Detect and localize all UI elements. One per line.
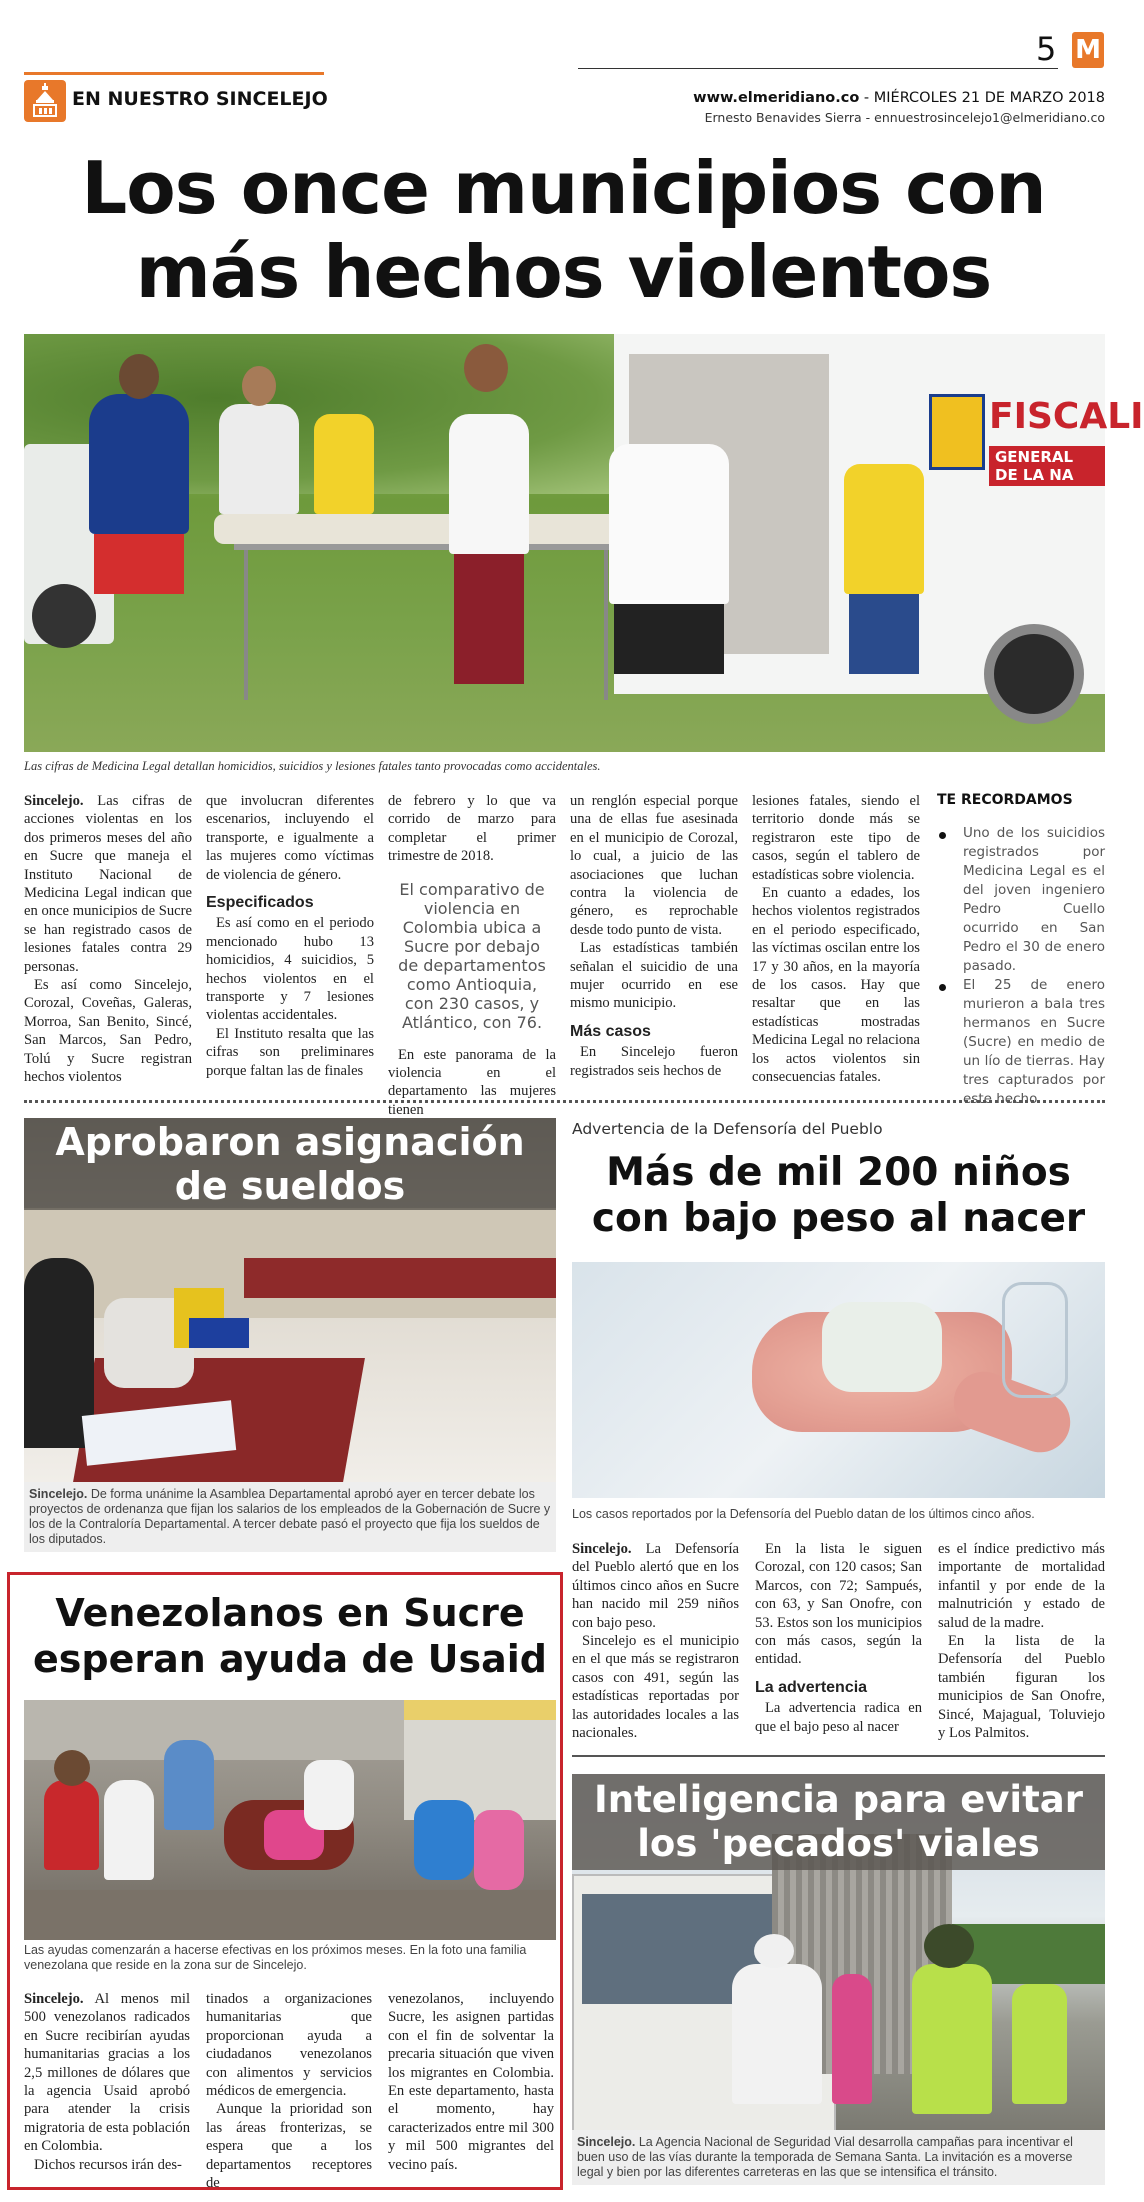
children-headline — [572, 1150, 1105, 1242]
road-caption: Sincelejo. La Agencia Nacional de Seguridad Vial desarrolla campañas para incentivar el buen uso de las vías durante la temporada de Semana Santa. La invitación es a moverse legal y bien por las diferentes carreteras en las que se intensifica el tránsito. — [572, 2130, 1105, 2185]
section-title: EN NUESTRO SINCELEJO — [72, 88, 328, 110]
main-col-3: de febrero y lo que va corrido de marzo para completar el primer trimestre de 2018. El comparativo de violencia en Colombia ubica a Sucre por debajo de departamentos como Antioquia, con 230 casos, y Atlántico, con 76. En este panorama de la violencia en el departamento las mujeres tienen — [388, 793, 556, 1118]
site-url[interactable]: www.elmeridiano.co — [693, 90, 860, 106]
main-headline — [0, 146, 1127, 314]
sidebar-bullet-2 — [939, 984, 946, 991]
road-headline-line2: los 'pecados' viales — [637, 1822, 1040, 1865]
logo-letter: M — [1075, 35, 1101, 65]
dotted-divider — [24, 1100, 1105, 1103]
road-headline — [572, 1778, 1105, 1866]
main-headline-line1: Los once municipios con — [81, 146, 1046, 230]
venezuelans-col-1: Sincelejo. Al menos mil 500 venezolanos radicados en Sucre recibirían ayudas humanitarias gracias a los 2,5 millones de dólares que la agencia Usaid aprobó para atender la crisis migratoria de esta población en Colombia. Dichos recursos irán des- — [24, 1991, 190, 2173]
venezuelans-col-2: tinados a organizaciones humanitarias que proporcionan ayuda a ciudadanos venezolanos con alimentos y servicios médicos de emergencia. Aunque la prioridad son las áreas fronterizas, se espera que a los departamentos receptores de — [206, 1991, 372, 2192]
children-col-2: En la lista le siguen Corozal, con 120 casos; San Marcos, con 72; Sampués, con 63, y San Onofre, con 53. Estos son los municipios con más casos, según la entidad. La advertencia La advertencia radica en que el bajo peso al nacer — [755, 1541, 922, 1735]
section-icon — [24, 80, 66, 122]
main-photo — [24, 334, 1144, 752]
byline: Ernesto Benavides Sierra - ennuestrosincelejo1@elmeridiano.co — [704, 110, 1105, 125]
page-header — [0, 0, 1127, 130]
main-dateline: Sincelejo. — [24, 793, 84, 809]
subhead-mas-casos: Más casos — [570, 1022, 651, 1040]
main-col-4: un renglón especial porque una de ellas fue asesinada en el municipio de Corozal, lo cual, a juicio de las asociaciones que luchan contra la violencia de género, es reprochable desde todo punto de vista. Las estadísticas también señalan el suicidio de una mujer ocurrido en ese mismo municipio. Más casos En Sincelejo fueron registrados seis hechos de — [570, 793, 738, 1079]
sidebar-item-1: Uno de los suicidios registrados por Medicina Legal es el del joven ingeniero Pedro Cuello ocurrido en San Pedro el 30 de enero pasado. — [963, 825, 1105, 974]
children-headline-line1: Más de mil 200 niños — [606, 1150, 1071, 1195]
children-kicker: Advertencia de la Defensoría del Pueblo — [572, 1120, 883, 1138]
salaries-headline-line1: Aprobaron asignación — [55, 1120, 525, 1164]
page-number: 5 — [1036, 30, 1057, 68]
main-headline-line2: más hechos violentos — [135, 230, 992, 314]
header-rule — [578, 68, 1058, 69]
masthead-line — [693, 90, 1105, 106]
venezuelans-headline-line2: esperan ayuda de Usaid — [33, 1637, 547, 1681]
subhead-la-advertencia: La advertencia — [755, 1678, 868, 1696]
photo-sign: FISCALI — [989, 396, 1144, 437]
venezuelans-caption: Las ayudas comenzarán a hacerse efectivas en los próximos meses. En la foto una familia venezolana que reside en la zona sur de Sincelejo. — [24, 1943, 527, 1972]
church-icon — [24, 80, 66, 122]
venezuelans-photo — [24, 1700, 556, 1940]
salaries-caption: Sincelejo. De forma unánime la Asamblea Departamental aprobó ayer en tercer debate los proyectos de ordenanza que fijan los salarios de los empleados de la Gobernación de Sucre y los de la Contraloría Departamental. A tercer debate pasó el proyecto que fija los sueldos de los diputados. — [24, 1482, 556, 1552]
children-headline-line2: con bajo peso al nacer — [591, 1196, 1086, 1241]
pull-quote: El comparativo de violencia en Colombia ubica a Sucre por debajo de departamentos como Antioquia, con 230 casos, y Atlántico, con 76. — [398, 879, 546, 1032]
children-col-1: Sincelejo. La Defensoría del Pueblo alertó que en los últimos cinco años en Sucre han nacido mil 259 niños con bajo peso. Sincelejo es el municipio en el que más se registraron casos con 491, según las estadísticas reportadas por las autoridades locales a las nacionales. — [572, 1541, 739, 1742]
sidebar-title: TE RECORDAMOS — [937, 792, 1073, 808]
children-caption: Los casos reportados por la Defensoría del Pueblo datan de los últimos cinco años. — [572, 1507, 1035, 1521]
sidebar-bullet-1 — [939, 832, 946, 839]
venezuelans-col-3: venezolanos, incluyendo Sucre, les asignen partidas con el fin de solventar la precaria situación que viven los migrantes en Colombia. En este departamento, hasta el momento, hay caracterizados entre mil 300 y mil 500 migrantes del vecino país. — [388, 1991, 554, 2173]
children-photo — [572, 1262, 1105, 1498]
venezuelans-headline — [24, 1590, 556, 1682]
main-photo-caption: Las cifras de Medicina Legal detallan homicidios, suicidios y lesiones fatales tanto provocadas como accidentales. — [24, 759, 601, 773]
children-bottom-rule — [572, 1755, 1105, 1757]
main-col-5: lesiones fatales, siendo el territorio donde más se registraron este tipo de casos, según el tablero de estadísticas sobre violencia. En cuanto a edades, los hechos violentos registrados en el periodo especificado, las víctimas oscilan entre los 17 y 30 años, en la mayoría de los casos. Hay que resaltar que en las estadísticas mostradas Medicina Legal no relaciona los actos violentos sin consecuencias fatales. — [752, 793, 920, 1086]
venezuelans-headline-line1: Venezolanos en Sucre — [55, 1591, 525, 1635]
salaries-headline — [24, 1120, 556, 1208]
children-col-3: es el índice predictivo más importante de mortalidad infantil y por ende de la malnutrición y estado de salud de la madre. En la lista de la Defensoría del Pueblo también figuran los municipios de San Onofre, Sincé, Majagual, Toluviejo y Los Palmitos. — [938, 1541, 1105, 1742]
section-top-rule — [24, 72, 324, 75]
sidebar-item-2: El 25 de enero murieron a bala tres hermanos en Sucre (Sucre) en medio de un lío de tierras. Hay tres capturados por este hecho. — [963, 977, 1105, 1107]
road-headline-line1: Inteligencia para evitar — [594, 1778, 1083, 1821]
subhead-especificados: Especificados — [206, 894, 314, 912]
main-col-1: Sincelejo. Las cifras de acciones violentas en los dos primeros meses del año en Sucre que maneja el Instituto Nacional de Medicina Legal indican que en once municipios de Sucre se han registrado casos de lesiones fatales contra 29 personas. Es así como Sincelejo, Corozal, Coveñas, Galeras, Morroa, San Benito, Sincé, San Marcos, San Pedro, Tolú y Sucre registran hechos violentos — [24, 793, 192, 1086]
salaries-headline-line2: de sueldos — [174, 1164, 406, 1208]
sidebar-box — [937, 792, 1105, 1122]
photo-sign-sub: GENERAL DE LA NA — [989, 446, 1105, 486]
main-col-2: que involucran diferentes escenarios, incluyendo el transporte, e igualmente a las mujeres como víctimas de violencia de género. Especificados Es así como en el periodo mencionado hubo 13 homicidios, 4 suicidios, 5 hechos violentos en el transporte y 7 lesiones violentas accidentales. El Instituto resalta que las cifras son preliminares porque faltan las de finales — [206, 793, 374, 1079]
logo-badge — [1072, 32, 1104, 68]
issue-date: - MIÉRCOLES 21 DE MARZO 2018 — [859, 90, 1105, 106]
